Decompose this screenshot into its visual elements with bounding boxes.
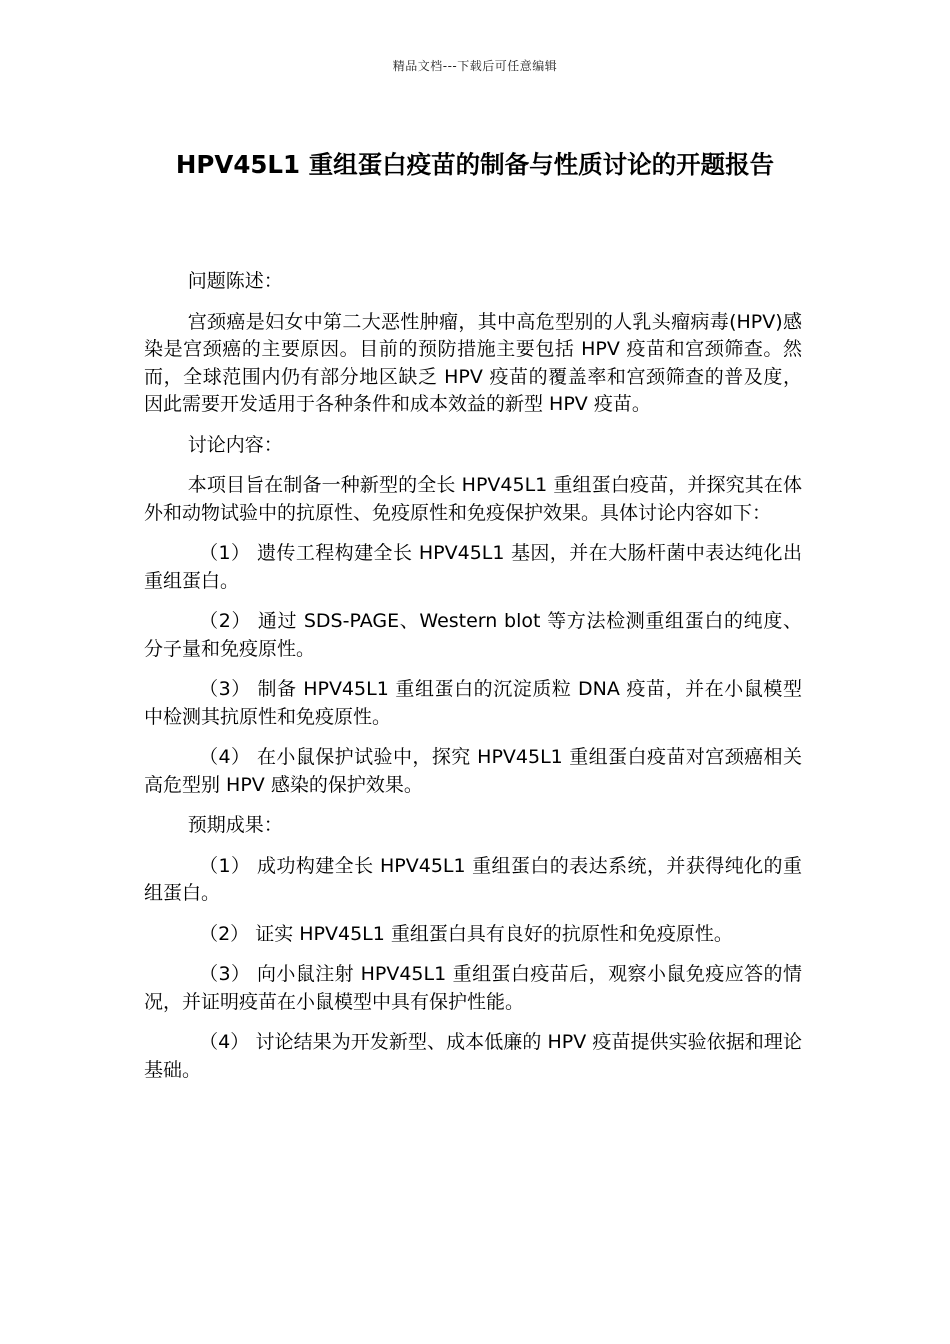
results-item: （2） 证实 HPV45L1 重组蛋白具有良好的抗原性和免疫原性。 (199, 922, 733, 945)
discussion-heading: 讨论内容： (187, 433, 283, 456)
results-heading: 预期成果： (187, 814, 283, 836)
results-item: （4） 讨论结果为开发新型、成本低廉的 HPV 疫苗提供实验依据和理论基础。 (144, 1031, 802, 1081)
discussion-item: （2） 通过 SDS-PAGE、Western blot 等方法检测重组蛋白的纯度、分子量和免疫原性。 (144, 610, 802, 660)
page-header: 精品文档---下载后可任意编辑 (392, 59, 558, 73)
problem-paragraph: 宫颈癌是妇女中第二大恶性肿瘤，其中高危型别的人乳头瘤病毒(HPV)感染是宫颈癌的主要原因。目前的预防措施主要包括 HPV 疫苗和宫颈筛查。然而，全球范围内仍有部分地区缺乏 HPV 疫苗的覆盖率和宫颈筛查的普及度，因此需要开发适用于各种条件和成本效益的新型 HPV 疫苗。 (144, 310, 802, 415)
results-item: （1） 成功构建全长 HPV45L1 重组蛋白的表达系统，并获得纯化的重组蛋白。 (144, 854, 802, 904)
document-body (144, 268, 802, 1097)
problem-heading: 问题陈述： (187, 270, 283, 292)
discussion-item: （1） 遗传工程构建全长 HPV45L1 基因，并在大肠杆菌中表达纯化出重组蛋白。 (144, 542, 802, 592)
discussion-intro-paragraph: 本项目旨在制备一种新型的全长 HPV45L1 重组蛋白疫苗，并探究其在体外和动物试验中的抗原性、免疫原性和免疫保护效果。具体讨论内容如下： (144, 474, 802, 524)
discussion-item: （4） 在小鼠保护试验中，探究 HPV45L1 重组蛋白疫苗对宫颈癌相关高危型别 HPV 感染的保护效果。 (144, 746, 802, 796)
document-title: HPV45L1 重组蛋白疫苗的制备与性质讨论的开题报告 (175, 150, 775, 179)
results-item: （3） 向小鼠注射 HPV45L1 重组蛋白疫苗后，观察小鼠免疫应答的情况，并证明疫苗在小鼠模型中具有保护性能。 (144, 963, 802, 1013)
discussion-item: （3） 制备 HPV45L1 重组蛋白的沉淀质粒 DNA 疫苗，并在小鼠模型中检测其抗原性和免疫原性。 (144, 678, 802, 728)
